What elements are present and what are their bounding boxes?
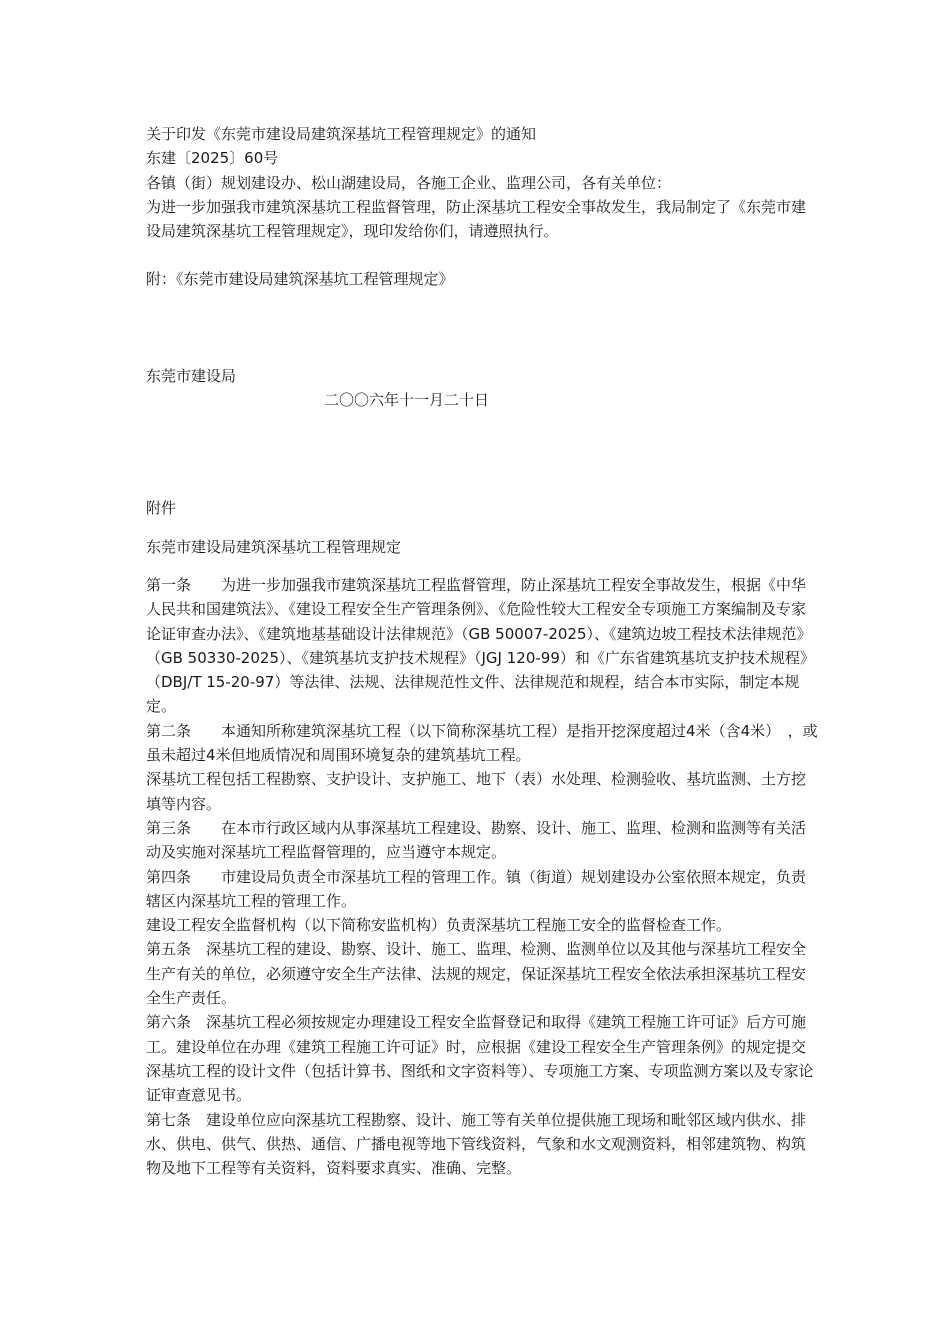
article-text: 在本市行政区域内从事深基坑工程建设、勘察、设计、施工、监理、检测和监测等有关活动及实施对深基坑工程监督管理的，应当遵守本规定。: [146, 818, 807, 862]
article-2: [146, 719, 818, 768]
issue-date: 二〇〇六年十一月二十日: [324, 391, 490, 410]
article-text: 建设工程安全监督机构（以下简称安监机构）负责深基坑工程施工安全的监督检查工作。: [146, 916, 732, 935]
article-text: 深基坑工程的建设、勘察、设计、施工、监理、检测、监测单位以及其他与深基坑工程安全生产有关的单位，必须遵守安全生产法律、法规的规定，保证深基坑工程安全依法承担深基坑工程安全生产责任。: [146, 940, 807, 1008]
article-1: [146, 573, 818, 719]
document-page: [146, 122, 818, 1180]
article-4: [146, 865, 818, 914]
doc-number: 东建〔2025〕60号: [146, 149, 279, 168]
article-2-scope: [146, 767, 818, 816]
article-text: 市建设局负责全市深基坑工程的管理工作。镇（街道）规划建设办公室依照本规定，负责辖区内深基坑工程的管理工作。: [146, 867, 807, 910]
article-3: [146, 816, 818, 865]
article-5: [146, 937, 818, 1010]
issuer: 东莞市建设局: [146, 366, 237, 385]
article-6: [146, 1010, 818, 1107]
attachment-note: 附：《东莞市建设局建筑深基坑工程管理规定》: [146, 270, 454, 289]
article-text: 深基坑工程必须按规定办理建设工程安全监督登记和取得《建筑工程施工许可证》后方可施工。建设单位在办理《建筑工程施工许可证》时，应根据《建设工程安全生产管理条例》的规定提交深基坑工程的设计文件（包括计算书、图纸和文字资料等）、专项施工方案、专项监测方案以及专家论证审查意见书。: [146, 1013, 814, 1105]
annex-label: 附件: [146, 499, 177, 518]
article-heading: 第二条: [146, 721, 222, 740]
recipients: 各镇（街）规划建设办、松山湖建设局，各施工企业、监理公司，各有关单位：: [146, 173, 672, 192]
article-text: 建设单位应向深基坑工程勘察、设计、施工等有关单位提供施工现场和毗邻区域内供水、排水、供电、供气、供热、通信、广播电视等地下管线资料，气象和水文观测资料，相邻建筑物、构筑物及地下工程等有关资料，资料要求真实、准确、完整。: [146, 1110, 807, 1178]
article-text: 为进一步加强我市建筑深基坑工程监督管理，防止深基坑工程安全事故发生，根据《中华人民共和国建筑法》、《建设工程安全生产管理条例》、《危险性较大工程安全专项施工方案编制及专家论证审查办法》、《建筑地基基础设计法律规范》（GB 50007-2025）、《建筑边坡工程技术法律规范》（GB 50330-2025）、《建筑基坑支护技术规程》（JGJ 120-99）和《广东省建筑基坑支护技术规程》（DBJ/T 15-20-97）等法律、法规、法律规范性文件、法律规范和规程，结合本市实际，制定本规定。: [146, 575, 815, 716]
annex-title: 东莞市建设局建筑深基坑工程管理规定: [146, 537, 402, 556]
article-heading: 第四条: [146, 867, 222, 886]
article-heading: 第六条: [146, 1013, 207, 1032]
article-heading: 第三条: [146, 818, 222, 837]
article-7: [146, 1108, 818, 1181]
article-heading: 第一条: [146, 575, 222, 594]
article-text: 本通知所称建筑深基坑工程（以下简称深基坑工程）是指开挖深度超过4米（含4米） ，或虽未超过4米但地质情况和周围环境复杂的建筑基坑工程。: [146, 721, 818, 765]
article-4-supervision: [146, 913, 818, 937]
notice-title: 关于印发《东莞市建设局建筑深基坑工程管理规定》的通知: [146, 125, 537, 143]
article-heading: 第七条: [146, 1110, 207, 1129]
article-heading: 第五条: [146, 940, 207, 959]
notice-body: 为进一步加强我市建筑深基坑工程监督管理，防止深基坑工程安全事故发生，我局制定了《东莞市建设局建筑深基坑工程管理规定》，现印发给你们，请遵照执行。: [146, 197, 807, 241]
article-text: 深基坑工程包括工程勘察、支护设计、支护施工、地下（表）水处理、检测验收、基坑监测、土方挖填等内容。: [146, 770, 807, 813]
